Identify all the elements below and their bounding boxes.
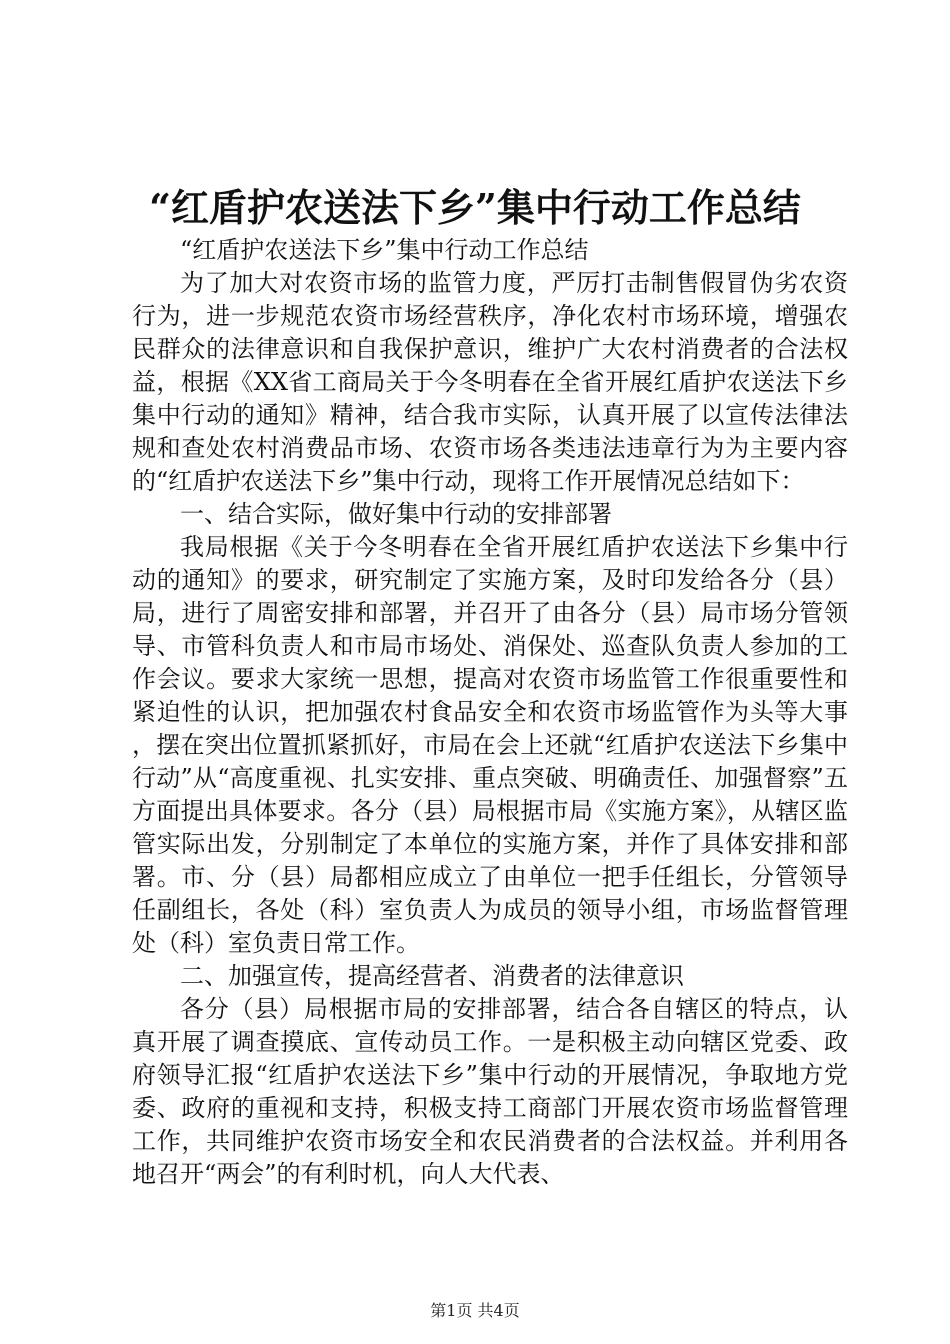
subtitle-paragraph: “红盾护农送法下乡”集中行动工作总结 (180, 236, 589, 264)
section-1-paragraph: 我局根据《关于今冬明春在全省开展红盾护农送法下乡集中行动的通知》的要求，研究制定了实施方案，及时印发给各分（县）局，进行了周密安排和部署，并召开了由各分（县）局市场分管领导、市管科负责人和市局市场处、消保处、巡查队负责人参加的工作会议。要求大家统一思想，提高对农资市场监管工作很重要性和紧迫性的认识，把加强农村食品安全和农资市场监管作为头等大事，摆在突出位置抓紧抓好，市局在会上还就“红盾护农送法下乡集中行动”从“高度重视、扎实安排、重点突破、明确责任、加强督察”五方面提出具体要求。各分（县）局根据市局《实施方案》，从辖区监管实际出发，分别制定了本单位的实施方案，并作了具体安排和部署。市、分（县）局都相应成立了由单位一把手任组长，分管领导任副组长，各处（科）室负责人为成员的领导小组，市场监督管理处（科）室负责日常工作。 (132, 533, 848, 957)
document-body (132, 234, 848, 1191)
page-number-footer: 第1页 共4页 (430, 1301, 520, 1320)
intro-paragraph: 为了加大对农资市场的监管力度，严厉打击制售假冒伪劣农资行为，进一步规范农资市场经营秩序，净化农村市场环境，增强农民群众的法律意识和自我保护意识，维护广大农村消费者的合法权益，根据《XX省工商局关于今冬明春在全省开展红盾护农送法下乡集中行动的通知》精神，结合我市实际，认真开展了以宣传法律法规和查处农村消费品市场、农资市场各类违法违章行为为主要内容的“红盾护农送法下乡”集中行动，现将工作开展情况总结如下： (132, 269, 848, 495)
section-2-paragraph: 各分（县）局根据市局的安排部署，结合各自辖区的特点，认真开展了调查摸底、宣传动员工作。一是积极主动向辖区党委、政府领导汇报“红盾护农送法下乡”集中行动的开展情况，争取地方党委、政府的重视和支持，积极支持工商部门开展农资市场监督管理工作，共同维护农资市场安全和农民消费者的合法权益。并利用各地召开“两会”的有利时机，向人大代表、 (132, 995, 848, 1188)
section-heading-2: 二、加强宣传，提高经营者、消费者的法律意识 (180, 962, 684, 990)
document-title: “红盾护农送法下乡”集中行动工作总结 (149, 185, 801, 230)
section-heading-1: 一、结合实际，做好集中行动的安排部署 (180, 500, 612, 528)
